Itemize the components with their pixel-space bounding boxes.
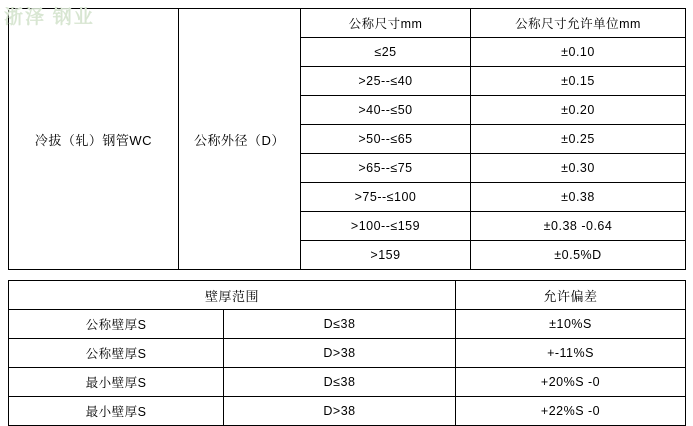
cell-tolerance: ±0.10 <box>471 38 686 67</box>
cell-size: >159 <box>301 241 471 270</box>
nominal-diameter-label: 公称外径（D） <box>179 9 301 270</box>
cell-tolerance: ±0.5%D <box>471 241 686 270</box>
cell-deviation: +-11%S <box>456 339 686 368</box>
product-type-label: 冷拔（轧）钢管WC <box>9 9 179 270</box>
table-row <box>9 339 686 368</box>
cell-thickness-kind: 公称壁厚S <box>9 310 224 339</box>
cell-condition: D≤38 <box>224 368 456 397</box>
cell-tolerance: ±0.20 <box>471 96 686 125</box>
cell-deviation: ±10%S <box>456 310 686 339</box>
cell-size: >40--≤50 <box>301 96 471 125</box>
outer-diameter-tolerance-table <box>8 8 686 270</box>
cell-condition: D≤38 <box>224 310 456 339</box>
table-row <box>9 397 686 426</box>
header-nominal-size: 公称尺寸mm <box>301 9 471 38</box>
cell-deviation: +22%S -0 <box>456 397 686 426</box>
header-allowed-deviation: 允许偏差 <box>456 281 686 310</box>
watermark: 浙泽 钢业 <box>4 7 95 28</box>
cell-tolerance: ±0.30 <box>471 154 686 183</box>
cell-size: >75--≤100 <box>301 183 471 212</box>
wall-thickness-tolerance-table <box>8 280 686 426</box>
cell-tolerance: ±0.38 <box>471 183 686 212</box>
header-nominal-tolerance: 公称尺寸允许单位mm <box>471 9 686 38</box>
header-thickness-range: 壁厚范围 <box>9 281 456 310</box>
table-row <box>9 368 686 397</box>
cell-tolerance: ±0.15 <box>471 67 686 96</box>
cell-size: >50--≤65 <box>301 125 471 154</box>
cell-size: ≤25 <box>301 38 471 67</box>
cell-tolerance: ±0.38 -0.64 <box>471 212 686 241</box>
cell-thickness-kind: 公称壁厚S <box>9 339 224 368</box>
table-row <box>9 281 686 310</box>
cell-thickness-kind: 最小壁厚S <box>9 397 224 426</box>
cell-size: >25--≤40 <box>301 67 471 96</box>
cell-size: >100--≤159 <box>301 212 471 241</box>
table-row <box>9 9 686 38</box>
cell-tolerance: ±0.25 <box>471 125 686 154</box>
cell-size: >65--≤75 <box>301 154 471 183</box>
cell-deviation: +20%S -0 <box>456 368 686 397</box>
cell-condition: D>38 <box>224 397 456 426</box>
cell-thickness-kind: 最小壁厚S <box>9 368 224 397</box>
table-row <box>9 310 686 339</box>
cell-condition: D>38 <box>224 339 456 368</box>
